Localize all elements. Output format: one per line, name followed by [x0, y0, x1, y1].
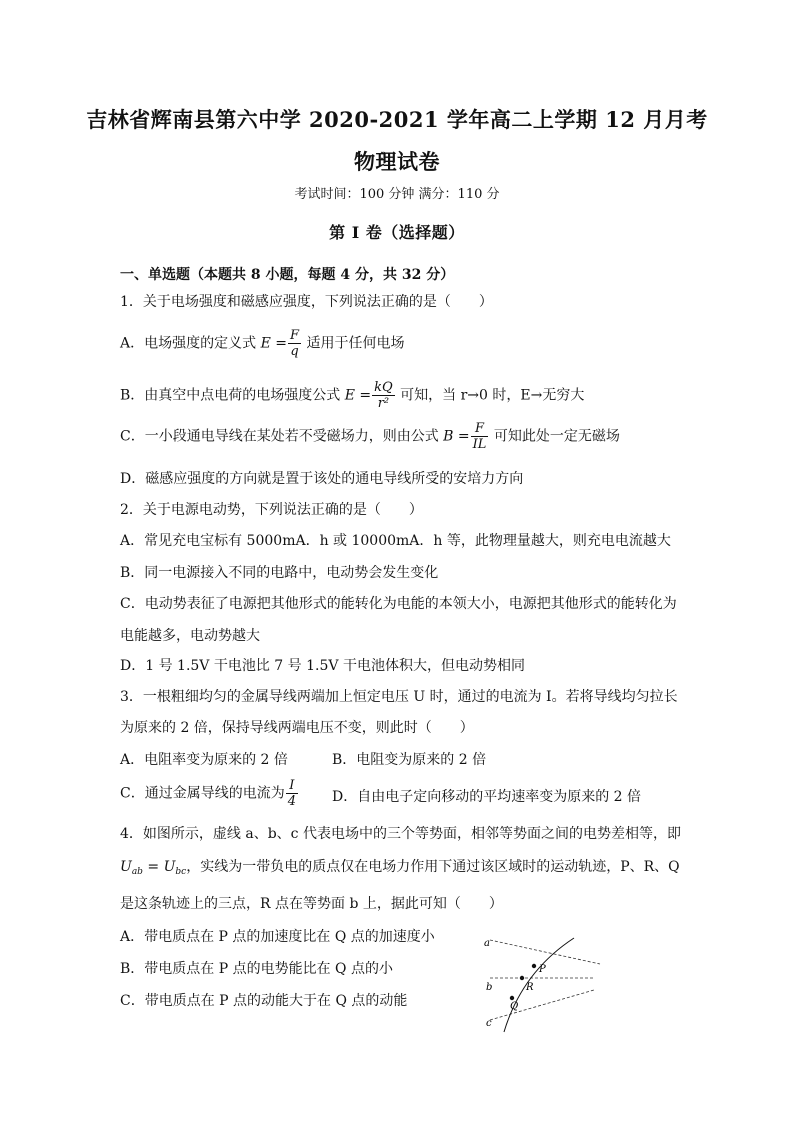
q1-option-a	[120, 328, 404, 359]
q4-u-bc-symbol: = U	[142, 859, 176, 875]
section-heading: 一、单选题（本题共 8 小题，每题 4 分，共 32 分）	[120, 267, 455, 283]
q4-stem-line1: 4．如图所示，虚线 a、b、c 代表电场中的三个等势面，相邻等势面之间的电势差相等，即	[120, 826, 681, 842]
q1-option-d: D．磁感应强度的方向就是置于该处的通电导线所受的安培力方向	[120, 471, 524, 487]
q1-a-suffix: 适用于任何电场	[302, 335, 405, 352]
label-r: R	[526, 982, 534, 993]
q1-a-denominator: q	[290, 344, 299, 359]
q3-c-numerator: I	[286, 778, 298, 794]
q3-option-b: B．电阻变为原来的 2 倍	[332, 752, 487, 768]
q4-u-ab-subscript: ab	[131, 867, 143, 877]
q4-stem-line3: 是这条轨迹上的三点，R 点在等势面 b 上，据此可知（ ）	[120, 896, 503, 912]
q2-option-a: A．常见充电宝标有 5000mA．h 或 10000mA．h 等，此物理量越大，则充电电流越大	[120, 533, 671, 549]
q4-u-ab-symbol: U	[120, 859, 132, 875]
q3-stem-line2: 为原来的 2 倍，保持导线两端电压不变，则此时（ ）	[120, 720, 474, 736]
q1-a-fraction	[288, 328, 301, 359]
q3-stem-line1: 3．一根粗细均匀的金属导线两端加上恒定电压 U 时，通过的电流为 I。若将导线均匀拉长	[120, 689, 678, 705]
q1-c-equation: B =	[443, 428, 470, 445]
point-q-dot	[510, 996, 514, 1000]
q1-option-c	[120, 421, 620, 452]
exam-title: 吉林省辉南县第六中学 2020-2021 学年高二上学期 12 月月考	[86, 107, 708, 132]
exam-subject-title: 物理试卷	[354, 149, 440, 174]
q1-c-suffix: 可知此处一定无磁场	[489, 428, 620, 445]
label-a: a	[484, 938, 490, 949]
q2-stem: 2．关于电源电动势，下列说法正确的是（ ）	[120, 502, 423, 518]
q2-option-d: D．1 号 1.5V 干电池比 7 号 1.5V 干电池体积大，但电动势相同	[120, 658, 525, 674]
q1-b-prefix: B．由真空中点电荷的电场强度公式	[120, 387, 345, 404]
equipotential-line-c	[490, 990, 594, 1020]
q2-option-c-line1: C．电动势表征了电源把其他形式的能转化为电能的本领大小，电源把其他形式的能转化为	[120, 596, 677, 612]
q3-option-c	[120, 778, 299, 809]
q1-a-prefix: A．电场强度的定义式	[120, 335, 261, 352]
particle-trajectory	[504, 938, 574, 1032]
exam-info: 考试时间：100 分钟 满分：110 分	[294, 187, 500, 202]
q4-u-bc-subscript: bc	[175, 867, 187, 877]
q4-option-b: B．带电质点在 P 点的电势能比在 Q 点的小	[120, 961, 393, 977]
q1-option-b	[120, 380, 584, 411]
q2-option-c-line2: 电能越多，电动势越大	[120, 628, 260, 644]
q1-b-equation: E =	[344, 387, 372, 404]
q4-option-a: A．带电质点在 P 点的加速度比在 Q 点的加速度小	[120, 929, 435, 945]
label-p: P	[539, 964, 546, 975]
q1-b-denominator: r²	[377, 396, 390, 411]
q1-c-fraction	[471, 421, 489, 452]
q3-c-fraction	[286, 778, 298, 809]
q3-option-a: A．电阻率变为原来的 2 倍	[120, 752, 288, 768]
q1-b-suffix: 可知，当 r→0 时，E→无穷大	[395, 387, 585, 404]
q3-option-d: D．自由电子定向移动的平均速率变为原来的 2 倍	[332, 789, 642, 805]
equipotential-line-a	[490, 940, 600, 964]
q2-option-b: B．同一电源接入不同的电路中，电动势会发生变化	[120, 565, 439, 581]
q4-option-c: C．带电质点在 P 点的动能大于在 Q 点的动能	[120, 993, 408, 1009]
q1-b-numerator: kQ	[374, 380, 393, 395]
q1-a-equation: E =	[260, 335, 287, 352]
equipotential-figure	[482, 932, 612, 1036]
q1-stem: 1．关于电场强度和磁感应强度，下列说法正确的是（ ）	[120, 294, 493, 310]
q4-stem-line2	[120, 856, 680, 877]
point-p-dot	[532, 964, 536, 968]
q3-c-denominator: 4	[287, 794, 296, 809]
q1-c-prefix: C．一小段通电导线在某处若不受磁场力，则由公式	[120, 428, 444, 445]
q3-c-prefix: C．通过金属导线的电流为	[120, 785, 285, 802]
label-c: c	[486, 1018, 492, 1029]
label-q: Q	[510, 1001, 519, 1012]
q1-a-numerator: F	[289, 328, 299, 343]
part-title: 第 I 卷（选择题）	[329, 223, 465, 242]
label-b: b	[486, 982, 493, 993]
point-r-dot	[520, 976, 524, 980]
q1-b-fraction	[372, 380, 395, 411]
q1-c-denominator: IL	[472, 437, 487, 452]
q4-stem-line2-text: ，实线为一带负电的质点仅在电场力作用下通过该区域时的运动轨迹，P、R、Q	[186, 859, 680, 875]
q1-c-numerator: F	[471, 421, 489, 437]
